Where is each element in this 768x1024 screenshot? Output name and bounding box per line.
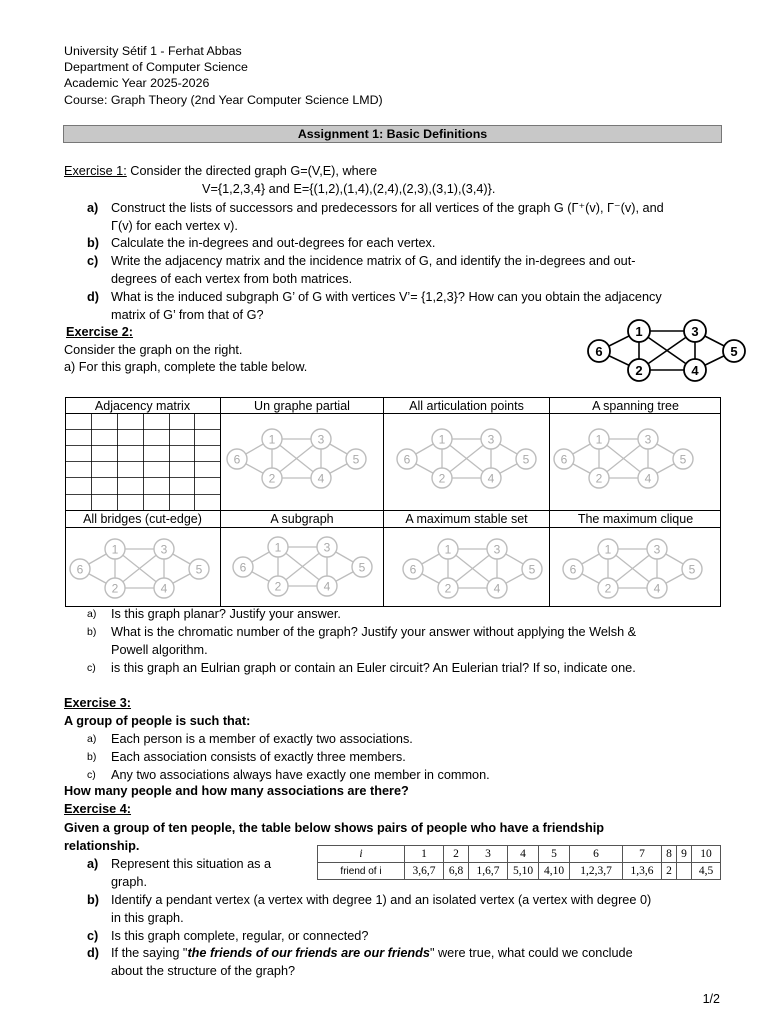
ex4-item-a-line2: graph. — [111, 875, 147, 889]
mini-graph-vertex-label: 2 — [111, 581, 119, 596]
mini-graph-vertex-label: 3 — [160, 542, 168, 557]
friendship-table — [317, 845, 721, 880]
mini-graph-vertex-label: 6 — [569, 562, 577, 577]
exercise-4-intro2: relationship. — [64, 839, 140, 853]
ex4-item-b-line1: Identify a pendant vertex (a vertex with degree 1) and an isolated vertex (a vertex with degree 0) — [111, 893, 652, 907]
ex3-item-a-marker: a) — [87, 733, 97, 745]
main-graph-edges — [599, 331, 734, 370]
exercise-2-label: Exercise 2: — [66, 325, 134, 339]
exercise-2-intro1: Consider the graph on the right. — [64, 343, 243, 357]
friendship-table-row-friends — [318, 863, 721, 880]
mini-graph-vertex-label: 2 — [274, 579, 282, 594]
col-6: 6 — [570, 846, 623, 863]
mini-graph-vertex-label: 1 — [274, 540, 282, 555]
vertex-label-4: 4 — [691, 363, 699, 378]
mini-graph-vertex-label: 4 — [317, 471, 325, 486]
ex1-item-d-line1: What is the induced subgraph G’ of G with vertices V’= {1,2,3}? How can you obtain the adjacency — [111, 290, 662, 304]
mini-graph-stable-set — [401, 537, 551, 601]
friends-of-5: 4,10 — [539, 863, 570, 880]
header-max-stable-set: A maximum stable set — [405, 512, 528, 526]
mini-graph-partial — [225, 427, 375, 491]
ex1-item-b-marker: b) — [87, 236, 99, 250]
header-partial-graph: Un graphe partial — [254, 399, 350, 413]
ex2-q-b-line2: Powell algorithm. — [111, 643, 208, 657]
header-articulation-points: All articulation points — [409, 399, 524, 413]
mini-graph-vertex-label: 2 — [595, 471, 603, 486]
col-2: 2 — [444, 846, 469, 863]
mini-graph-vertex-label: 4 — [487, 471, 495, 486]
mini-graph-vertex-label: 4 — [653, 581, 661, 596]
ex2-q-b-marker: b) — [87, 626, 97, 638]
ex1-item-b-line1: Calculate the in-degrees and out-degrees for each vertex. — [111, 236, 436, 250]
ex2-q-c-line1: is this graph an Eulrian graph or contain an Euler circuit? An Eulerian trial? If so, indicate one. — [111, 661, 636, 675]
friends-of-3: 1,6,7 — [469, 863, 508, 880]
mini-graph-vertex-label: 5 — [528, 562, 536, 577]
ex1-item-c-line1: Write the adjacency matrix and the incidence matrix of G, and identify the in-degrees and out- — [111, 254, 636, 268]
friendship-row-friend-head: friend of i — [318, 863, 405, 880]
mini-graph-articulation — [395, 427, 545, 491]
ex4-item-d-marker: d) — [87, 946, 99, 960]
ex3-item-c-marker: c) — [87, 769, 96, 781]
mini-graph-vertex-label: 3 — [323, 540, 331, 555]
ex3-item-c-text: Any two associations always have exactly one member in common. — [111, 768, 490, 782]
mini-graph-vertex-label: 1 — [444, 542, 452, 557]
mini-graph-vertex-label: 5 — [522, 452, 530, 467]
ex4-item-d-line2: about the structure of the graph? — [111, 964, 296, 978]
mini-graph-vertex-label: 2 — [438, 471, 446, 486]
mini-graph-vertex-label: 5 — [688, 562, 696, 577]
header-subgraph: A subgraph — [270, 512, 334, 526]
exercise-4-intro1: Given a group of ten people, the table below shows pairs of people who have a friendship — [64, 821, 604, 835]
col-8: 8 — [662, 846, 677, 863]
ex1-item-a-line1: Construct the lists of successors and predecessors for all vertices of the graph G (Γ⁺(v), Γ⁻(v), and — [111, 201, 664, 215]
vertex-label-1: 1 — [635, 324, 643, 339]
mini-graph-vertex-label: 5 — [679, 452, 687, 467]
university-name: University Sétif 1 - Ferhat Abbas — [64, 44, 242, 58]
col-9: 9 — [677, 846, 692, 863]
header-max-clique: The maximum clique — [577, 512, 694, 526]
exercise-2-intro2: a) For this graph, complete the table below. — [64, 360, 308, 374]
friends-of-8: 2 — [662, 863, 677, 880]
header-adjacency-matrix: Adjacency matrix — [94, 399, 191, 413]
mini-graph-vertex-label: 5 — [352, 452, 360, 467]
mini-graph-vertex-label: 1 — [438, 432, 446, 447]
mini-graph-vertex-label: 2 — [444, 581, 452, 596]
friends-of-1: 3,6,7 — [405, 863, 444, 880]
exercise-2-table — [65, 397, 721, 607]
mini-graph-vertex-label: 3 — [317, 432, 325, 447]
mini-graph-vertex-label: 2 — [268, 471, 276, 486]
ex4-item-b-line2: in this graph. — [111, 911, 184, 925]
adjacency-matrix-grid — [65, 414, 220, 510]
vertex-label-2: 2 — [635, 363, 643, 378]
ex1-item-c-line2: degrees of each vertex from both matrices. — [111, 272, 353, 286]
ex4-item-b-marker: b) — [87, 893, 99, 907]
mini-graph-vertex-label: 1 — [268, 432, 276, 447]
mini-graph-vertex-label: 5 — [195, 562, 203, 577]
ex1-item-a-line2: Γ(v) for each vertex v). — [111, 219, 238, 233]
exercise-3-question: How many people and how many associations are there? — [64, 784, 409, 798]
vertex-label-6: 6 — [595, 344, 603, 359]
mini-graph-vertex-label: 1 — [604, 542, 612, 557]
friends-of-7: 1,3,6 — [623, 863, 662, 880]
mini-graph-clique — [561, 537, 711, 601]
mini-graph-subgraph — [231, 535, 381, 599]
ex1-item-a-marker: a) — [87, 201, 99, 215]
mini-graph-vertex-label: 6 — [76, 562, 84, 577]
mini-graph-vertex-label: 4 — [323, 579, 331, 594]
course-name: Course: Graph Theory (2nd Year Computer Science LMD) — [64, 93, 383, 107]
mini-graph-vertex-label: 3 — [653, 542, 661, 557]
ex4-item-c-marker: c) — [87, 929, 99, 943]
ex2-q-a-marker: a) — [87, 608, 97, 620]
mini-graph-vertex-label: 1 — [111, 542, 119, 557]
page-number: 1/2 — [702, 992, 720, 1006]
ex4-item-a-marker: a) — [87, 857, 99, 871]
exercise-1-intro: Consider the directed graph G=(V,E), where — [126, 164, 378, 178]
friends-of-9 — [677, 863, 692, 880]
col-7: 7 — [623, 846, 662, 863]
academic-year: Academic Year 2025-2026 — [64, 76, 210, 90]
mini-graph-vertex-label: 3 — [487, 432, 495, 447]
ex2-q-c-marker: c) — [87, 662, 96, 674]
ex4-item-d-saying: the friends of our friends are our friends — [187, 946, 430, 960]
col-5: 5 — [539, 846, 570, 863]
header-bridges: All bridges (cut-edge) — [83, 512, 202, 526]
mini-graph-vertex-label: 4 — [644, 471, 652, 486]
exercise-3-label: Exercise 3: — [64, 696, 132, 710]
mini-graph-vertex-label: 2 — [604, 581, 612, 596]
mini-graph-vertex-label: 3 — [493, 542, 501, 557]
vertex-label-5: 5 — [730, 344, 738, 359]
exercise-3-intro: A group of people is such that: — [64, 714, 251, 728]
ex3-item-b-marker: b) — [87, 751, 97, 763]
mini-graph-vertex-label: 5 — [358, 560, 366, 575]
mini-graph-vertex-label: 6 — [560, 452, 568, 467]
mini-graph-spanning-tree — [552, 427, 702, 491]
mini-graph-vertex-label: 1 — [595, 432, 603, 447]
friends-of-6: 1,2,3,7 — [570, 863, 623, 880]
exercise-4-label: Exercise 4: — [64, 802, 132, 816]
col-3: 3 — [469, 846, 508, 863]
mini-graph-vertex-label: 3 — [644, 432, 652, 447]
ex4-item-d-post: " were true, what could we conclude — [429, 946, 633, 960]
ex1-item-d-marker: d) — [87, 290, 99, 304]
col-4: 4 — [508, 846, 539, 863]
exercise-1-label: Exercise 1: — [64, 164, 127, 178]
mini-graph-vertex-label: 6 — [239, 560, 247, 575]
exercise-1-heading — [64, 163, 377, 180]
mini-graph-vertex-label: 6 — [233, 452, 241, 467]
ex2-q-a-line1: Is this graph planar? Justify your answer. — [111, 607, 341, 621]
col-10: 10 — [692, 846, 721, 863]
mini-graph-vertex-label: 4 — [493, 581, 501, 596]
friends-of-4: 5,10 — [508, 863, 539, 880]
ex1-item-d-line2: matrix of G’ from that of G? — [111, 308, 264, 322]
department-name: Department of Computer Science — [64, 60, 248, 74]
ex4-item-c-line1: Is this graph complete, regular, or connected? — [111, 929, 369, 943]
exercise-1-sets: V={1,2,3,4} and E={(1,2),(1,4),(2,4),(2,3),(3,1),(3,4)}. — [202, 182, 496, 196]
mini-graph-vertex-label: 6 — [409, 562, 417, 577]
mini-graph-vertex-label: 4 — [160, 581, 168, 596]
ex4-item-a-line1: Represent this situation as a — [111, 857, 272, 871]
ex3-item-b-text: Each association consists of exactly three members. — [111, 750, 406, 764]
friends-of-10: 4,5 — [692, 863, 721, 880]
assignment-title: Assignment 1: Basic Definitions — [63, 125, 722, 143]
ex1-item-c-marker: c) — [87, 254, 99, 268]
ex2-q-b-line1: What is the chromatic number of the graph? Justify your answer without applying the Welsh & — [111, 625, 637, 639]
ex4-item-d-pre: If the saying " — [111, 946, 188, 960]
mini-graph-vertex-label: 6 — [403, 452, 411, 467]
ex3-item-a-text: Each person is a member of exactly two associations. — [111, 732, 413, 746]
col-1: 1 — [405, 846, 444, 863]
ex4-item-d-line1 — [111, 944, 633, 962]
mini-graph-bridges — [68, 537, 218, 601]
main-graph-diagram — [584, 318, 754, 386]
friends-of-2: 6,8 — [444, 863, 469, 880]
friendship-row-i-head: i — [318, 846, 405, 863]
vertex-label-3: 3 — [691, 324, 699, 339]
header-spanning-tree: A spanning tree — [592, 399, 679, 413]
friendship-table-row-i — [318, 846, 721, 863]
